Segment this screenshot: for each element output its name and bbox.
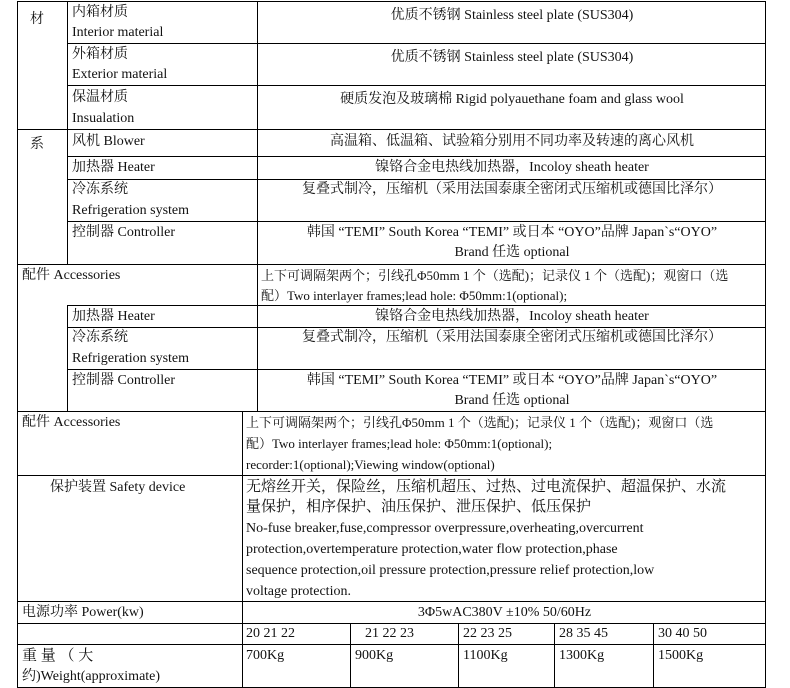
value-cell xyxy=(257,327,766,369)
row-heater-repeat xyxy=(17,305,766,327)
label-cell xyxy=(67,43,257,85)
model-text: 28 35 45 xyxy=(559,626,608,641)
value-text: 优质不锈钢 Stainless steel plate (SUS304) xyxy=(390,50,634,65)
weight-label-line1: 重 量 （ 大 xyxy=(22,648,94,664)
value-cell xyxy=(242,475,766,601)
row-accessories-2 xyxy=(17,411,766,475)
section-cell-system xyxy=(17,129,67,156)
section-cell-system-cont xyxy=(17,156,67,179)
label-cell xyxy=(67,369,257,411)
value-line1: 韩国 “TEMI” South Korea “TEMI” 或日本 “OYO”品牌 Japan`s“OYO” xyxy=(306,373,718,388)
label-text: 控制器 Controller xyxy=(72,225,176,240)
row-accessories-1 xyxy=(17,264,766,305)
label-en: Refrigeration system xyxy=(72,351,190,366)
model-cell xyxy=(653,623,766,644)
safety-en-line1: No-fuse breaker,fuse,compressor overpressure,overheating,overcurrent xyxy=(246,521,644,536)
label-cn: 冷冻系统 xyxy=(72,330,128,345)
label-text: 电源功率 Power(kw) xyxy=(22,605,144,620)
label-cell xyxy=(67,327,257,369)
value-cell xyxy=(257,85,766,129)
value-cell xyxy=(257,305,766,327)
section-cell-material-cont xyxy=(17,43,67,85)
value-cell xyxy=(242,601,766,623)
label-cell xyxy=(67,156,257,179)
row-models xyxy=(17,623,766,644)
value-text: 镍铬合金电热线加热器，Incoloy sheath heater xyxy=(375,309,649,324)
value-text: 高温箱、低温箱、试验箱分别用不同功率及转速的离心风机 xyxy=(330,134,694,149)
weight-value: 1300Kg xyxy=(559,648,605,663)
label-cell xyxy=(67,1,257,43)
model-text: 21 22 23 xyxy=(365,626,414,641)
model-cell xyxy=(242,623,350,644)
value-text: 优质不锈钢 Stainless steel plate (SUS304) xyxy=(390,8,634,23)
blank-section-cell xyxy=(17,327,67,369)
row-weight xyxy=(17,644,766,687)
row-blower xyxy=(17,129,766,156)
model-text: 22 23 25 xyxy=(463,626,512,641)
weight-label-line2: 约)Weight(approximate) xyxy=(22,669,161,684)
blank-section-cell xyxy=(17,305,67,327)
section-cell-system-cont xyxy=(17,221,67,264)
value-text: 复叠式制冷，压缩机（采用法国泰康全密闭式压缩机或德国比泽尔） xyxy=(302,182,722,197)
label-text: 控制器 Controller xyxy=(72,373,176,388)
label-cn: 冷冻系统 xyxy=(72,182,128,197)
label-cell xyxy=(17,601,242,623)
safety-en-line2: protection,overtemperature protection,water flow protection,phase xyxy=(246,542,618,557)
label-text: 配件 Accessories xyxy=(22,415,121,430)
safety-en-line3: sequence protection,oil pressure protection,pressure relief protection,low xyxy=(246,563,655,578)
label-text: 保护装置 Safety device xyxy=(50,480,186,495)
value-line1: 上下可调隔架两个；引线孔Φ50mm 1 个（选配)；记录仪 1 个（选配)；观窗口（选 xyxy=(261,268,729,283)
weight-cell xyxy=(653,644,766,687)
label-cell xyxy=(17,475,242,601)
value-line1: 韩国 “TEMI” South Korea “TEMI” 或日本 “OYO”品牌 Japan`s“OYO” xyxy=(306,225,718,240)
weight-value: 1500Kg xyxy=(658,648,704,663)
value-text: 3Φ5wAC380V ±10% 50/60Hz xyxy=(417,605,592,620)
label-text: 配件 Accessories xyxy=(22,268,121,283)
label-en: Insualation xyxy=(72,111,135,126)
label-cell xyxy=(67,179,257,221)
row-controller-repeat xyxy=(17,369,766,411)
value-line3: recorder:1(optional);Viewing window(optional) xyxy=(246,457,495,472)
weight-cell xyxy=(458,644,554,687)
value-text: 硬质发泡及玻璃棉 Rigid polyauethane foam and glass wool xyxy=(340,92,684,107)
label-cn: 外箱材质 xyxy=(72,47,128,62)
section-cell-material xyxy=(17,1,67,43)
row-power xyxy=(17,601,766,623)
weight-value: 700Kg xyxy=(246,648,285,663)
value-cell xyxy=(257,156,766,179)
value-line2: 配）Two interlayer frames;lead hole: Φ50mm:1(optional); xyxy=(261,288,568,303)
value-cell xyxy=(257,1,766,43)
label-cell xyxy=(17,264,257,305)
model-text: 30 40 50 xyxy=(658,626,707,641)
label-cell xyxy=(67,129,257,156)
label-cell xyxy=(67,221,257,264)
value-cell xyxy=(257,179,766,221)
row-interior-material xyxy=(17,1,766,43)
weight-value: 1100Kg xyxy=(463,648,508,663)
value-cell xyxy=(257,264,766,305)
label-text: 加热器 Heater xyxy=(72,160,155,175)
label-text: 风机 Blower xyxy=(72,134,145,149)
value-line2: Brand 任选 optional xyxy=(454,245,570,260)
value-cell xyxy=(257,43,766,85)
label-cn: 保温材质 xyxy=(72,90,128,105)
model-cell xyxy=(350,623,458,644)
value-cell xyxy=(257,129,766,156)
section-cell-material-cont xyxy=(17,85,67,129)
label-en: Refrigeration system xyxy=(72,203,190,218)
blank-section-cell xyxy=(17,369,67,411)
value-cell xyxy=(242,411,766,475)
spec-table xyxy=(17,1,766,687)
model-cell xyxy=(458,623,554,644)
weight-cell xyxy=(242,644,350,687)
label-text: 加热器 Heater xyxy=(72,309,155,324)
weight-value: 900Kg xyxy=(355,648,394,663)
label-en: Exterior material xyxy=(72,67,168,82)
label-cn: 内箱材质 xyxy=(72,5,128,20)
section-char-system: 系 xyxy=(30,137,44,152)
section-cell-system-cont xyxy=(17,179,67,221)
value-text: 镍铬合金电热线加热器，Incoloy sheath heater xyxy=(375,160,649,175)
row-refrigeration xyxy=(17,179,766,221)
label-cell xyxy=(67,85,257,129)
value-line2: 配）Two interlayer frames;lead hole: Φ50mm:1(optional); xyxy=(246,436,553,451)
blank-label-cell xyxy=(17,623,242,644)
label-cell xyxy=(17,411,242,475)
safety-cn-line1: 无熔丝开关，保险丝，压缩机超压、过热、过电流保护、超温保护、水流 xyxy=(246,479,727,495)
value-text: 复叠式制冷，压缩机（采用法国泰康全密闭式压缩机或德国比泽尔） xyxy=(302,330,722,345)
row-heater xyxy=(17,156,766,179)
model-cell xyxy=(554,623,653,644)
weight-cell xyxy=(554,644,653,687)
safety-cn-line2: 量保护，相序保护、油压保护、泄压保护、低压保护 xyxy=(246,499,592,515)
model-text: 20 21 22 xyxy=(246,626,295,641)
section-char-material: 材 xyxy=(30,12,44,27)
row-insulation xyxy=(17,85,766,129)
row-refrigeration-repeat xyxy=(17,327,766,369)
safety-en-line4: voltage protection. xyxy=(246,584,351,599)
row-exterior-material xyxy=(17,43,766,85)
value-cell xyxy=(257,369,766,411)
weight-cell xyxy=(350,644,458,687)
label-en: Interior material xyxy=(72,25,164,40)
value-line1: 上下可调隔架两个；引线孔Φ50mm 1 个（选配)；记录仪 1 个（选配)；观窗口（选 xyxy=(246,415,714,430)
value-line2: Brand 任选 optional xyxy=(454,393,570,408)
row-safety xyxy=(17,475,766,601)
label-cell xyxy=(67,305,257,327)
row-controller xyxy=(17,221,766,264)
value-cell xyxy=(257,221,766,264)
label-cell xyxy=(17,644,242,687)
